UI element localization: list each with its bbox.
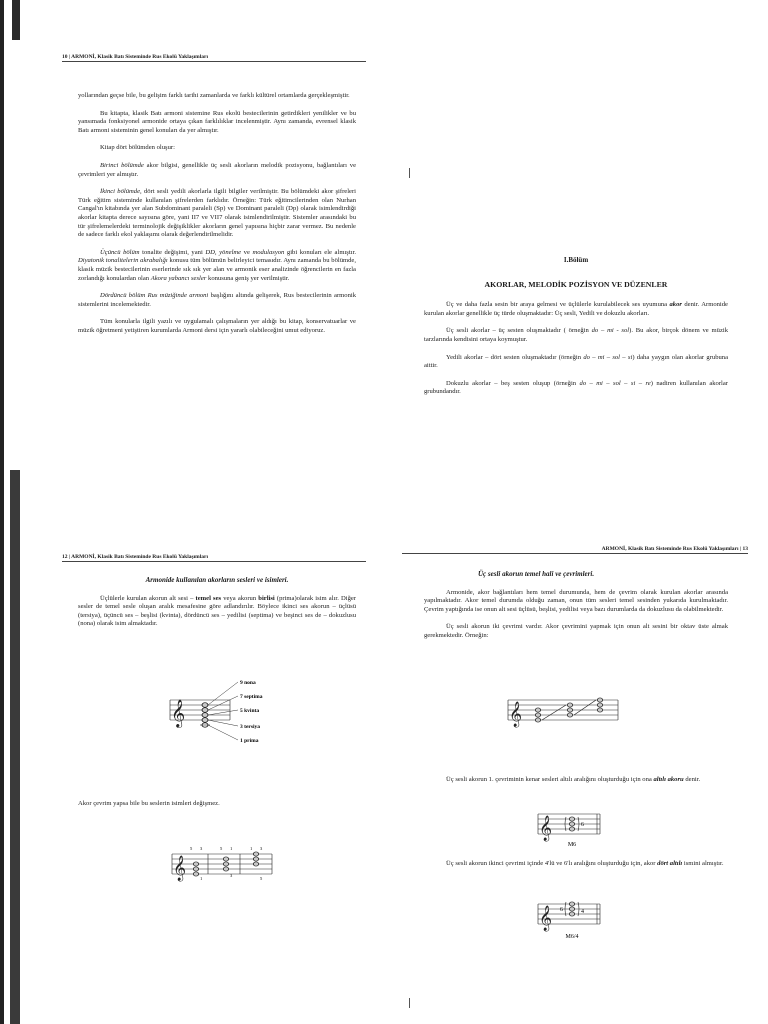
page-12-body-2 [78, 800, 356, 818]
page-12-body [78, 576, 356, 638]
running-header: 10 | ARMONİ, Klasik Batı Sisteminde Rus Ekolü Yaklaşımları [62, 54, 366, 62]
text: (prima)olarak isim alır. Diğer sesler de temel sesle oluşan aralık mesafesine göre adlandırılır. Böylece ikinci ses akorun – üçlüsü (tersiya), üçüncü ses – beşlisi (kvinta), dördüncü ses – yedilisi (septima) ve beşinci ses de – dokuzlusu (nona) olarak isim almaktadır. [78, 594, 356, 628]
paragraph-chapter-1 [78, 162, 356, 179]
chapter-2-text: , dört sesli yedili akorlarla ilgili bilgiler verilmiştir. Bu bölümdeki akor şifreleri Türk eğitim sisteminde kullanılan şifrelerden farklıdır. Örneğin: Türk eğitimcilerinden olan Nurhan Cangal'ın kitabında yer alan Subdominant paraleli (Sp) ve Dominant paraleli (Dp) olarak isimlendirdiği akorlar kitapta derece sayısına göre, yani II7 ve VII7 olarak isimlendirilmiştir. Sistemler arasındaki bu tür şifrelemelerdeki terminolojik değişiklikler akorların genel yapısına hiçbir zarar vermez. Bu nedenle de sadece farklı ekol yaklaşımı olarak değerlendirilmelidir. [78, 188, 356, 239]
paragraph: yollarından geçse bile, bu gelişim farklı tarihi zamanlarda ve farklı kültürel ortamlarda gerçekleşmiştir. [78, 92, 350, 99]
chapter-3-text: gibi konuları ele almıştır. [284, 248, 356, 256]
text: Üçlülerle kurulan akorun alt sesi – [100, 594, 196, 602]
section-subtitle: Üç sesli akorun temel hali ve çevrimleri. [478, 570, 595, 578]
page-13 [384, 512, 768, 1024]
paragraph [424, 354, 728, 371]
tone-label-kvinta: 5 kvinta [240, 708, 260, 714]
paragraph-chapter-2 [78, 188, 356, 240]
root-inversions-diagram [504, 688, 624, 728]
term-altili-akoru: altılı akoru [653, 776, 684, 783]
term-temel-ses: temel ses [195, 594, 222, 602]
inversion-number: 1 [200, 876, 203, 881]
paragraph [78, 595, 356, 629]
page-11-body [424, 256, 728, 406]
page-12 [0, 512, 384, 1024]
figured-bass-six: 6 [560, 907, 563, 913]
chapter-3-term: Akora yabancı sesler [150, 274, 207, 282]
paragraph [424, 776, 728, 785]
text: ). Bu akor, birçok dönem ve müzik tarzlarında kendisini ortaya koymuştur. [424, 327, 728, 343]
treble-clef-icon: 𝄞 [173, 855, 187, 880]
page-10-body [78, 92, 356, 344]
inversion-number: 5 [220, 846, 223, 851]
tone-label-septima: 7 septima [240, 694, 263, 700]
chapter-2-lead: İkinci bölümde [100, 188, 141, 196]
treble-clef-icon: 𝄞 [509, 701, 523, 726]
figured-bass-four: 4 [581, 909, 584, 915]
text: denir. [683, 776, 701, 783]
chapter-3-term: modulasyon [252, 248, 285, 256]
paragraph: Bu kitapta, klasik Batı armoni sistemine Rus ekolü bestecilerinin getirdikleri yenilikler ve bu yansımada fonksiyonel armonide ortaya çıkan farklılıklar incelenmiştir. Aynı zamanda, evrensel klasik Batı armoni sisteminin genel konuları da yer almıştır. [78, 109, 356, 134]
paragraph: Armonide, akor bağlantıları hem temel durumunda, hem de çevrim olarak kurulan akorlar arasında yapılmaktadır. Akor temel durumda olduğu zaman, onun tüm sesleri temel sesinden yukarıda kurulmaktadır. Çevrim yaptığında ise onun alt sesi üçlüsü, beşlisi, yedilisi veya bazı durumlarda da dokuzlusu da olabilmektedir. [424, 588, 728, 613]
text: Dokuzlu akorlar – beş sesten oluşup (örneğin [446, 379, 580, 387]
chapter-3-term: DD, yönelme [205, 248, 242, 256]
paragraph [424, 301, 728, 318]
page-13-body-3 [424, 860, 728, 878]
tone-label-prima: 1 prima [240, 738, 259, 744]
inversion-number: 5 [190, 846, 193, 851]
text: denir. Armonide kurulan akorlar genellikle üç türde oluşmaktadır: Üç sesli, Yedili ve dokuzlu akorları. [424, 301, 728, 317]
text: Üç sesli akorun 1. çevriminin kenar sesleri altılı aralığını oluşturduğu için ona [446, 776, 654, 783]
chapter-3-text: konusu tüm bölümün belirleyici temasıdır. Aynı zamanda bu bölümde, klasik müzik bestecilerinin eserlerinde sık sık yer alan ve armonik eser analizinde öğrencilerin en fazla zorlandığı konulardan olan [78, 257, 356, 282]
running-header: 12 | ARMONİ, Klasik Batı Sisteminde Rus Ekolü Yaklaşımları [62, 554, 366, 562]
paragraph-chapter-3 [78, 249, 356, 283]
paragraph [424, 860, 728, 869]
chapter-3-text: tonalite değişimi, yani [139, 248, 206, 256]
inversion-number: 3 [260, 846, 263, 851]
chord-symbol-m64: M6/4 [565, 934, 579, 940]
term-dort-altili: dört altılı [657, 860, 683, 867]
text: ) nadiren kullanılan akorlar grubundandır. [424, 379, 729, 396]
chapter-label: I.Bölüm [563, 256, 589, 264]
chapter-title: AKORLAR, MELODİK POZİSYON VE DÜZENLER [484, 279, 668, 289]
chapter-3-term: Diyatonik tonalitelerin akrabalığı [78, 257, 168, 265]
paragraph: Akor çevrim yapsa bile bu seslerin isimleri değişmez. [78, 800, 220, 807]
chapter-3-lead: Üçüncü bölüm [100, 248, 140, 256]
sixth-chord-diagram [534, 806, 614, 850]
text: ) daha yaygın olan akorlar grubuna aittir. [424, 353, 729, 370]
text: Yedili akorlar – dört sesten oluşmaktadır (örneğin [446, 353, 584, 361]
inversion-number: 1 [250, 846, 253, 851]
text: ismini almıştır. [682, 860, 724, 867]
term-birlisi: birlisi [258, 594, 275, 602]
page-13-body [424, 570, 728, 650]
paragraph-chapter-4 [78, 292, 356, 309]
chapter-1-lead: Birinci bölümde [100, 161, 144, 169]
chapter-3-text: konusuna geniş yer verilmiştir. [206, 274, 290, 282]
page-10 [0, 0, 384, 512]
example: do – mi – sol – si – re [579, 379, 651, 387]
paragraph [424, 380, 728, 397]
inversion-number: 3 [230, 873, 233, 878]
chapter-1-text: akor bilgisi, genellikle üç sesli akorların melodik pozisyonu, bağlantıları ve çevrimleri yer almıştır. [78, 161, 356, 178]
treble-clef-icon: 𝄞 [171, 701, 186, 727]
example: do – mi – sol – si [583, 353, 633, 361]
chord-symbol-m6: M6 [567, 842, 577, 848]
text: Üç sesli akorun ikinci çevrimi içinde 4'lü ve 6'lı aralığını oluşturduğu için, akor [446, 860, 658, 867]
treble-clef-icon: 𝄞 [539, 905, 553, 930]
tone-label-nona: 9 nona [240, 680, 256, 686]
chapter-4-text: başlığını altında gelişerek, Rus bestecilerinin armonik sistemlerini incelemektedir. [78, 292, 357, 308]
tone-label-tersiya: 3 tersiya [240, 724, 261, 730]
section-subtitle: Armonide kullanılan akorların sesleri ve isimleri. [145, 576, 289, 584]
inversions-number-diagram [168, 844, 278, 886]
text: veya akorun [221, 594, 259, 602]
page-13-body-2 [424, 776, 728, 794]
paragraph-closing: Tüm konularla ilgili yazılı ve uygulamalı çalışmaların yer aldığı bu kitap, konservatuarlar ve müzik öğretmeni yetiştiren kurumlarda Armoni dersi için yararlı olabileceğini umut ediyoruz. [78, 318, 356, 334]
paragraph: Kitap dört bölümden oluşur: [100, 144, 175, 152]
treble-clef-icon: 𝄞 [539, 815, 553, 840]
text: Üç sesli akorlar – üç sesten oluşmaktadır ( örneğin [446, 327, 592, 335]
paragraph: Üç sesli akorun iki çevrimi vardır. Akor çevrimini yapmak için onun alt sesini bir oktav üste almak gerekmektedir. Örneğin: [424, 623, 728, 639]
inversion-number: 3 [200, 846, 203, 851]
chapter-4-lead: Dördüncü bölüm Rus müziğinde armoni [100, 292, 209, 300]
running-header: ARMONİ, Klasik Batı Sisteminde Rus Ekolü Yaklaşımları | 13 [402, 546, 748, 554]
inversion-number: 5 [260, 876, 263, 881]
figured-bass-six: 6 [581, 822, 584, 828]
six-four-chord-diagram [534, 894, 614, 944]
paragraph [424, 327, 728, 344]
inversion-number: 1 [230, 846, 233, 851]
text: Üç ve daha fazla sesin bir araya gelmesi ve üçlülerle kurulabilecek ses uyumuna [446, 301, 670, 309]
chord-tones-diagram [160, 674, 300, 750]
example: do – mi - sol [591, 327, 630, 335]
term-akor: akor [669, 301, 682, 309]
chapter-3-text: ve [241, 248, 253, 256]
page-11 [384, 0, 768, 512]
